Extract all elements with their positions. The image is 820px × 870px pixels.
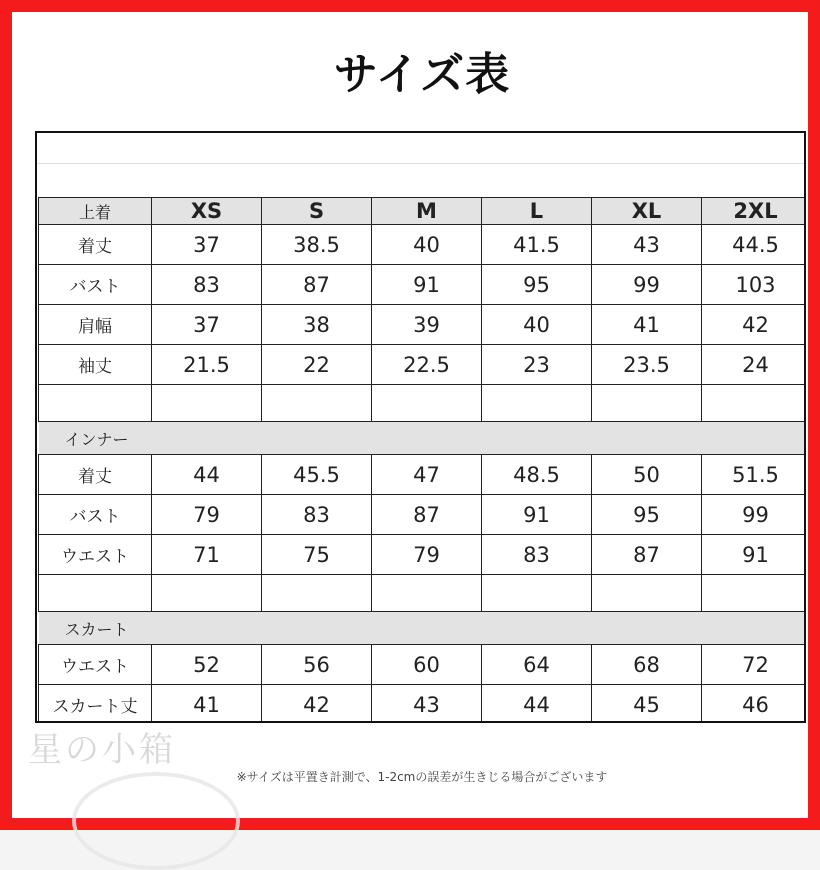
table-cell: 42	[262, 685, 372, 724]
empty-row	[39, 575, 807, 612]
table-cell: 87	[262, 265, 372, 305]
empty-cell	[482, 575, 592, 612]
table-row	[39, 225, 807, 265]
header-cell: M	[372, 198, 482, 225]
header-cell: 2XL	[702, 198, 807, 225]
table-cell: 87	[592, 535, 702, 575]
empty-cell	[482, 385, 592, 422]
table-cell: 43	[592, 225, 702, 265]
empty-cell	[262, 575, 372, 612]
table-cell: 103	[702, 265, 807, 305]
table-row	[39, 265, 807, 305]
table-header-row	[39, 198, 807, 225]
empty-cell	[702, 575, 807, 612]
table-cell: 23	[482, 345, 592, 385]
empty-cell	[592, 385, 702, 422]
table-cell: 75	[262, 535, 372, 575]
table-cell: 24	[702, 345, 807, 385]
table-row	[39, 455, 807, 495]
table-row	[39, 685, 807, 724]
table-cell: 68	[592, 645, 702, 685]
table-cell: 44	[482, 685, 592, 724]
row-label: バスト	[39, 265, 152, 305]
table-row	[39, 345, 807, 385]
header-cell: XS	[152, 198, 262, 225]
row-label: ウエスト	[39, 645, 152, 685]
empty-cell	[262, 385, 372, 422]
table-cell: 21.5	[152, 345, 262, 385]
row-label: ウエスト	[39, 535, 152, 575]
section-row-inner	[39, 422, 807, 455]
table-cell: 95	[482, 265, 592, 305]
table-cell: 47	[372, 455, 482, 495]
row-label: 袖丈	[39, 345, 152, 385]
empty-cell	[372, 575, 482, 612]
table-cell: 99	[702, 495, 807, 535]
table-cell: 41.5	[482, 225, 592, 265]
table-cell: 37	[152, 305, 262, 345]
table-cell: 45	[592, 685, 702, 724]
size-table	[38, 197, 806, 723]
table-cell: 95	[592, 495, 702, 535]
header-cell: XL	[592, 198, 702, 225]
empty-cell	[702, 385, 807, 422]
empty-cell	[152, 575, 262, 612]
table-row	[39, 535, 807, 575]
table-cell: 40	[482, 305, 592, 345]
table-cell: 91	[482, 495, 592, 535]
header-cell: L	[482, 198, 592, 225]
watermark: 星の小箱	[28, 730, 176, 770]
table-cell: 87	[372, 495, 482, 535]
section-title: インナー	[39, 422, 807, 455]
table-cell: 46	[702, 685, 807, 724]
table-row	[39, 495, 807, 535]
table-cell: 44	[152, 455, 262, 495]
table-cell: 41	[152, 685, 262, 724]
empty-cell	[372, 385, 482, 422]
table-cell: 22.5	[372, 345, 482, 385]
watermark-ring	[72, 772, 240, 870]
table-cell: 60	[372, 645, 482, 685]
table-cell: 64	[482, 645, 592, 685]
row-label: 着丈	[39, 455, 152, 495]
empty-cell	[39, 385, 152, 422]
table-cell: 71	[152, 535, 262, 575]
table-cell: 83	[482, 535, 592, 575]
size-note: ※サイズは平置き計測で、1-2cmの誤差が生きじる場合がございます	[236, 770, 608, 784]
divider	[38, 163, 806, 164]
empty-row	[39, 385, 807, 422]
row-label: 肩幅	[39, 305, 152, 345]
table-cell: 72	[702, 645, 807, 685]
table-cell: 40	[372, 225, 482, 265]
section-title: スカート	[39, 612, 807, 645]
table-cell: 38	[262, 305, 372, 345]
table-cell: 91	[372, 265, 482, 305]
empty-cell	[592, 575, 702, 612]
table-cell: 79	[372, 535, 482, 575]
table-cell: 42	[702, 305, 807, 345]
table-cell: 44.5	[702, 225, 807, 265]
table-cell: 91	[702, 535, 807, 575]
header-cell: S	[262, 198, 372, 225]
row-label: 着丈	[39, 225, 152, 265]
section-row-skirt	[39, 612, 807, 645]
table-cell: 23.5	[592, 345, 702, 385]
table-cell: 52	[152, 645, 262, 685]
table-cell: 56	[262, 645, 372, 685]
empty-cell	[152, 385, 262, 422]
page-title: サイズ表	[333, 49, 511, 100]
table-cell: 38.5	[262, 225, 372, 265]
row-label: バスト	[39, 495, 152, 535]
row-label: スカート丈	[39, 685, 152, 724]
table-cell: 43	[372, 685, 482, 724]
table-cell: 79	[152, 495, 262, 535]
table-cell: 83	[152, 265, 262, 305]
table-row	[39, 645, 807, 685]
table-cell: 45.5	[262, 455, 372, 495]
table-cell: 37	[152, 225, 262, 265]
table-cell: 48.5	[482, 455, 592, 495]
table-cell: 39	[372, 305, 482, 345]
table-row	[39, 305, 807, 345]
table-cell: 41	[592, 305, 702, 345]
table-cell: 83	[262, 495, 372, 535]
table-cell: 22	[262, 345, 372, 385]
table-cell: 50	[592, 455, 702, 495]
header-cell: 上着	[39, 198, 152, 225]
empty-cell	[39, 575, 152, 612]
size-table-box	[35, 131, 806, 723]
table-cell: 99	[592, 265, 702, 305]
table-cell: 51.5	[702, 455, 807, 495]
